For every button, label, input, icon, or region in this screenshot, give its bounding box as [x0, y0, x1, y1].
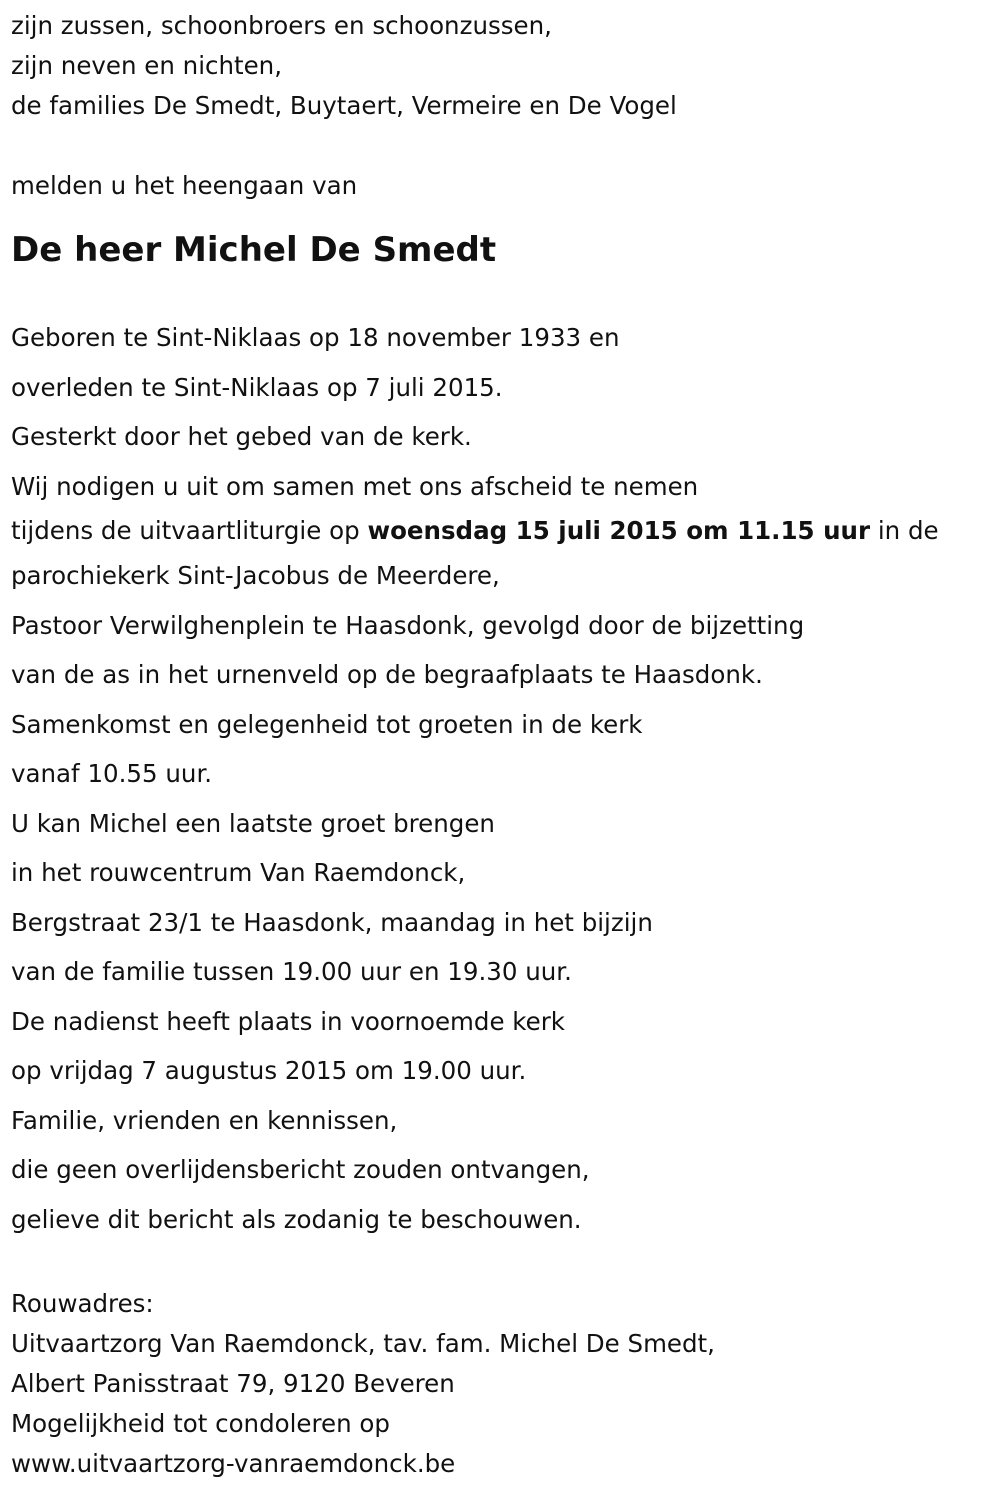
address-line: Uitvaartzorg Van Raemdonck, tav. fam. Michel De Smedt,: [11, 1329, 715, 1358]
body-line: Familie, vrienden en kennissen,: [11, 1105, 398, 1135]
body-line: Bergstraat 23/1 te Haasdonk, maandag in het bijzijn: [11, 907, 653, 937]
mourning-address: [11, 1284, 991, 1484]
family-line: zijn zussen, schoonbroers en schoonzussen,: [11, 11, 552, 40]
body-line: die geen overlijdensbericht zouden ontvangen,: [11, 1155, 590, 1184]
body-line: van de as in het urnenveld op de begraafplaats te Haasdonk.: [11, 660, 763, 689]
body-line: van de familie tussen 19.00 uur en 19.30 uur.: [11, 957, 572, 986]
body-line: U kan Michel een laatste groet brengen: [11, 808, 495, 838]
body-line: Gesterkt door het gebed van de kerk.: [11, 422, 472, 451]
funeral-line: [11, 511, 991, 551]
body-line: Wij nodigen u uit om samen met ons afscheid te nemen: [11, 471, 699, 501]
body-line: in het rouwcentrum Van Raemdonck,: [11, 858, 466, 887]
family-line: zijn neven en nichten,: [11, 51, 282, 80]
condolence-url: www.uitvaartzorg-vanraemdonck.be: [11, 1449, 456, 1478]
body-line: De nadienst heeft plaats in voornoemde kerk: [11, 1006, 565, 1036]
body-line: gelieve dit bericht als zodanig te beschouwen.: [11, 1204, 582, 1234]
obituary-document: [11, 0, 991, 1484]
funeral-line-post: in de: [870, 516, 939, 545]
funeral-date-time: woensdag 15 juli 2015 om 11.15 uur: [367, 516, 871, 545]
body-line: Pastoor Verwilghenplein te Haasdonk, gevolgd door de bijzetting: [11, 610, 805, 640]
announcement-text: melden u het heengaan van: [11, 171, 358, 200]
birth-line: Geboren te Sint-Niklaas op 18 november 1933 en: [11, 323, 620, 352]
obituary-body: [11, 313, 991, 1244]
family-line: de families De Smedt, Buytaert, Vermeire en De Vogel: [11, 91, 677, 120]
address-label: Rouwadres:: [11, 1289, 154, 1318]
deceased-name-heading: De heer Michel De Smedt: [11, 230, 497, 270]
family-list: [11, 6, 991, 126]
body-line: Samenkomst en gelegenheid tot groeten in de kerk: [11, 709, 643, 739]
body-line: vanaf 10.55 uur.: [11, 759, 213, 788]
condolence-line: Mogelijkheid tot condoleren op: [11, 1409, 390, 1438]
death-line: overleden te Sint-Niklaas op 7 juli 2015.: [11, 372, 503, 402]
funeral-line-pre: tijdens de uitvaartliturgie op: [11, 516, 368, 545]
body-line: op vrijdag 7 augustus 2015 om 19.00 uur.: [11, 1056, 527, 1085]
address-line: Albert Panisstraat 79, 9120 Beveren: [11, 1369, 455, 1398]
church-line: parochiekerk Sint-Jacobus de Meerdere,: [11, 561, 500, 590]
